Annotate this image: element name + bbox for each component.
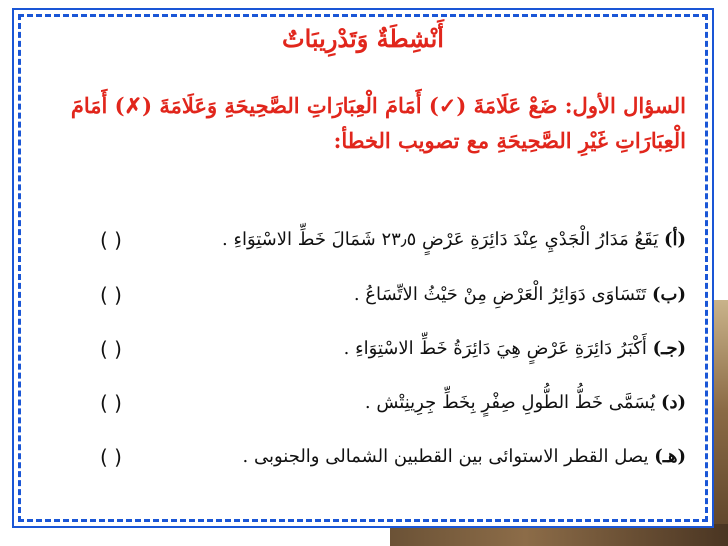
statement-text — [166, 220, 686, 260]
worksheet-card — [14, 10, 712, 526]
statement-letter: (هـ) — [654, 446, 686, 467]
statement-letter: (جـ) — [652, 338, 686, 359]
statement-text — [166, 437, 686, 477]
statement-body: يصل القطر الاستوائى بين القطبين الشمالى والجنوبى . — [242, 446, 649, 467]
answer-box[interactable]: ( ) — [100, 445, 122, 469]
statement-body: أَكْبَرُ دَائِرَةِ عَرْضٍ هِيَ دَائِرَةُ خَطِّ الاسْتِوَاءِ . — [343, 338, 647, 359]
background-photo-bottom — [390, 524, 728, 546]
answer-box[interactable]: ( ) — [100, 228, 122, 252]
statement-text — [166, 275, 686, 315]
statement-item — [14, 275, 712, 315]
answer-box[interactable]: ( ) — [100, 337, 122, 361]
statement-text — [166, 329, 686, 369]
statement-letter: (ب) — [652, 284, 686, 305]
statement-text — [166, 383, 686, 423]
statement-body: تَتَسَاوَى دَوَائِرُ الْعَرْضِ مِنْ حَيْثُ الاتِّسَاعُ . — [353, 284, 647, 305]
statement-item — [14, 329, 712, 369]
statement-body: يَقَعُ مَدَارُ الْجَدْيِ عِنْدَ دَائِرَةِ عَرْضٍ ٢٣٫٥ شَمَالَ خَطِّ الاسْتِوَاءِ . — [222, 229, 659, 250]
worksheet-title: أَنْشِطَةٌ وَتَدْرِيبَاتٌ — [282, 24, 444, 53]
statement-body: يُسَمَّى خَطُّ الطُّولِ صِفْرٍ بِخَطِّ جِرِينِتْش . — [364, 392, 656, 413]
answer-box[interactable]: ( ) — [100, 283, 122, 307]
answer-box[interactable]: ( ) — [100, 391, 122, 415]
question-prompt: السؤال الأول: ضَعْ عَلَامَةَ (✓) أَمَامَ الْعِبَارَاتِ الصَّحِيحَةِ وَعَلَامَةَ (✗) أَمَامَ الْعِبَارَاتِ غَيْرِ الصَّحِيحَةِ مع تصويب الخطأ: — [70, 93, 686, 153]
statement-item — [14, 220, 712, 260]
statement-letter: (د) — [660, 392, 686, 413]
statement-letter: (أ) — [663, 229, 686, 250]
statement-list — [14, 10, 712, 526]
statement-item — [14, 383, 712, 423]
statement-item — [14, 437, 712, 477]
